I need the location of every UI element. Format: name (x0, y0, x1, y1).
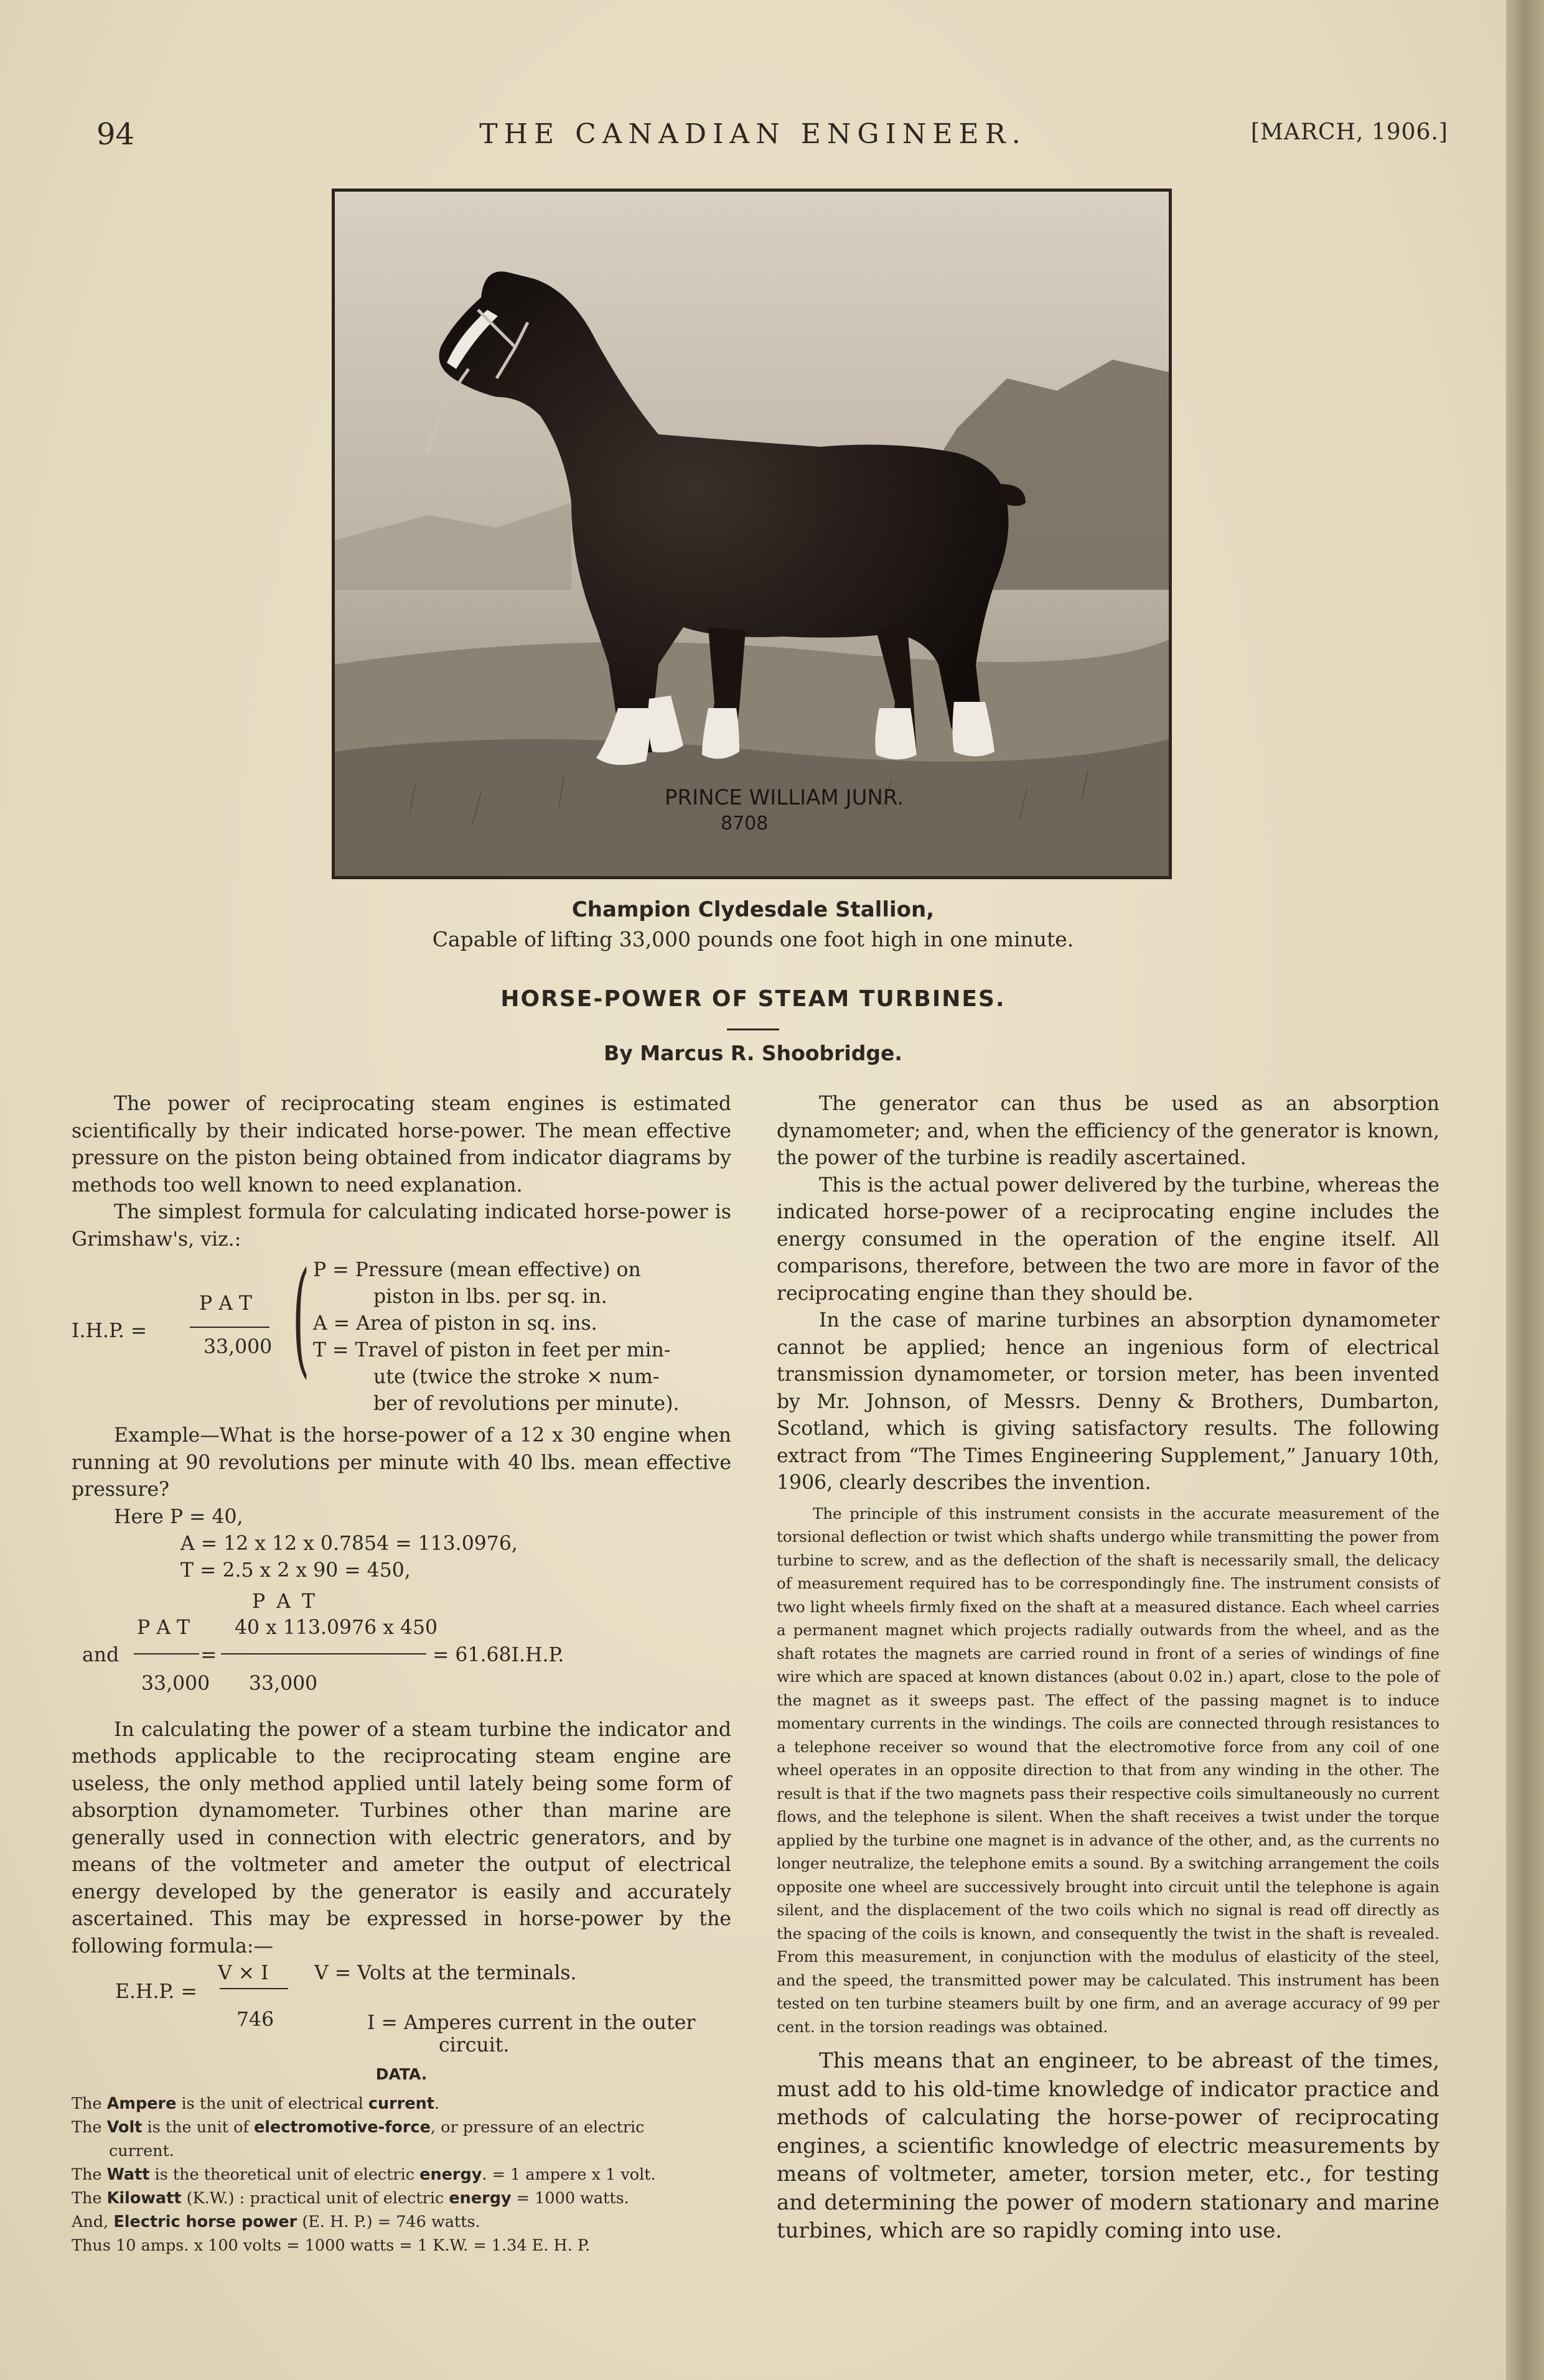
data-line (72, 2139, 731, 2163)
closing-section (777, 2047, 1439, 2246)
issue-date: [MARCH, 1906.] (1251, 119, 1448, 145)
marine-turbines-paragraph: In the case of marine turbines an absorption dynamometer cannot be applied; hence an ingenious form of electrical transmission dynamometer, or torsion meter, has been invented by Mr. Johnson, of Messrs. Denny & Brothers, Dumbarton, Scotland, which is giving satisfactory results. The following extract from “The Times Engineering Supplement,” January 10th, 1906, clearly describes the invention. (777, 1309, 1439, 1494)
book-spine-edge (1506, 0, 1544, 2380)
extract-paragraph: The principle of this instrument consists in the accurate measurement of the torsional deflection or twist which shafts undergo while transmitting the power from turbine to screw, and as the deflection of the shaft is necessarily small, the delicacy of measurement required has to be correspondingly fine. The instrument consists of two light wheels firmly fixed on the shaft at a measured distance. Each wheel carries a permanent magnet which projects radially outwards from the wheel, and as the shaft rotates the magnets are carried round in front of a series of windings of fine wire which are spaced at known distances (about 0.02 in.) apart, close to the pole of the magnet as it sweeps past. The effect of the passing magnet is to induce momentary currents in the windings. The coils are connected through resistances to a telephone receiver so wound that the electromotive force from any coil of one wheel operates in an opposite direction to that from any winding in the other. The result is that if the two magnets pass their respective coils simultaneously no current flows, and the telephone is silent. When the shaft receives a twist under the torque applied by the turbine one magnet is in advance of the other, and, as the currents no longer neutralize, the telephone emits a sound. By a switching arrangement the coils opposite one wheel are successively brought into circuit until the telephone is again silent, and the displacement of the two coils which no signal is read off directly as the spacing of the coils is known, and consequently the twist in the shaft is revealed. From this measurement, in conjunction with the modulus of elasticity of the steel, and the speed, the transmitted power may be calculated. This instrument has been tested on ten turbine steamers built by one firm, and an average accuracy of 99 per cent. in the torsion readings was obtained. (777, 1504, 1439, 2036)
calc-den-left: 33,000 (141, 1672, 210, 1695)
calc-result: = 61.68I.H.P. (433, 1643, 564, 1666)
data-line (72, 2163, 731, 2186)
data-line (72, 2210, 731, 2234)
def-travel: T = Travel of piston in feet per min- (313, 1339, 671, 1361)
data-term: Ampere (106, 2094, 177, 2113)
article-title: HORSE-POWER OF STEAM TURBINES. (500, 986, 1006, 1012)
def-travel-cont2: ber of revolutions per minute). (373, 1393, 680, 1415)
def-pressure: P = Pressure (mean effective) on (313, 1259, 641, 1281)
data-definitions (72, 2092, 731, 2257)
photo-inscription-name: PRINCE WILLIAM JUNR. (665, 785, 904, 810)
ihp-numerator: P A T (199, 1292, 252, 1315)
calc-pat-labels: P A T (252, 1590, 317, 1613)
def-volts: V = Volts at the terminals. (314, 1962, 577, 1984)
calc-pressure: Here P = 40, (114, 1505, 243, 1528)
data-text: The (72, 2117, 107, 2137)
data-text: current. (109, 2141, 174, 2160)
left-column (72, 1091, 731, 2257)
clydesdale-stallion-image (335, 192, 1169, 876)
article-byline: By Marcus R. Shoobridge. (604, 1041, 902, 1065)
turbine-paragraph: In calculating the power of a steam turbine the indicator and methods applicable to the reciprocating steam engine are useless, the only method applied until lately being some form of absorption dynamometer. Turbines other than marine are generally used in connection with electric generators, and by means of the voltmeter and ameter the output of electrical energy developed by the generator is easily and accurately ascertained. This may be expressed in horse-power by the following formula:— (72, 1718, 731, 1958)
ihp-fraction-bar (190, 1327, 269, 1328)
ehp-numerator: V × I (218, 1962, 269, 1984)
journal-title: THE CANADIAN ENGINEER. (479, 118, 1027, 150)
data-text: Thus 10 amps. x 100 volts = 1000 watts = 1 K.W. = 1.34 E. H. P. (72, 2236, 591, 2255)
data-text: (E. H. P.) = 746 watts. (297, 2212, 480, 2231)
calc-travel: T = 2.5 x 2 x 90 = 450, (180, 1559, 411, 1582)
calc-den-right: 33,000 (249, 1672, 318, 1695)
times-extract (777, 1502, 1439, 2039)
data-term: Volt (106, 2117, 143, 2137)
right-column (777, 1091, 1439, 2246)
photo-caption-subtitle: Capable of lifting 33,000 pounds one foot high in one minute. (432, 927, 1074, 951)
calc-and: and (82, 1643, 119, 1666)
photo-caption-title: Champion Clydesdale Stallion, (571, 897, 935, 922)
def-area: A = Area of piston in sq. ins. (313, 1312, 597, 1335)
data-text: . = 1 ampere x 1 volt. (482, 2165, 656, 2184)
data-text: is the unit of electrical (176, 2094, 368, 2113)
data-text: The (72, 2094, 107, 2113)
ihp-lhs: I.H.P. = (72, 1320, 147, 1342)
data-text: = 1000 watts. (511, 2188, 629, 2208)
definitions-brace: ( (292, 1246, 310, 1391)
data-heading: DATA. (375, 2065, 428, 2083)
data-term: Electric horse power (113, 2212, 297, 2231)
data-line (72, 2092, 731, 2116)
data-text: The (72, 2188, 107, 2208)
photo-inscription-number: 8708 (721, 813, 769, 834)
ehp-lhs: E.H.P. = (115, 1981, 197, 2003)
data-line (72, 2116, 731, 2139)
data-term: Kilowatt (106, 2188, 182, 2208)
def-amperes: I = Amperes current in the outer (367, 2012, 696, 2034)
closing-paragraph: This means that an engineer, to be abreast of the times, must add to his old-time knowledge of indicator practice and methods of calculating the horse-power of reciprocating engines, a scientific knowledge of electric measurements by means of voltmeter, ameter, torsion meter, etc., for testing and determining the power of modern stationary and marine turbines, which are so rapidly coming into use. (777, 2048, 1439, 2243)
data-text: is the theoretical unit of electric (149, 2165, 420, 2184)
calc-bar-left (134, 1653, 199, 1654)
ehp-formula (72, 1960, 731, 2056)
ihp-denominator: 33,000 (204, 1336, 273, 1358)
data-term: electromotive-force (254, 2117, 431, 2137)
data-text: , or pressure of an electric (430, 2117, 645, 2137)
title-rule (727, 1029, 779, 1030)
data-line (72, 2186, 731, 2210)
data-text: And, (72, 2212, 114, 2231)
data-term: current (368, 2094, 434, 2113)
ehp-denominator: 746 (236, 2009, 274, 2031)
example-paragraph: Example—What is the horse-power of a 12 x 30 engine when running at 90 revolutions per minute with 40 lbs. mean effective pressure? (72, 1424, 731, 1501)
calc-pat-left: P A T (137, 1616, 190, 1639)
data-text: is the unit of (142, 2117, 255, 2137)
data-text: . (434, 2094, 440, 2113)
data-term: energy (449, 2188, 512, 2208)
data-text: The (72, 2165, 107, 2184)
data-line (72, 2234, 731, 2257)
ehp-fraction-bar (220, 1988, 288, 1989)
calc-values: 40 x 113.0976 x 450 (235, 1616, 438, 1639)
example-calculation: Here P = 40, A = 12 x 12 x 0.7854 = 113.0976, T = 2.5 x 2 x 90 = 450, P A T P A T 40 x 113.0976 x 450 and = = 61.68I.H.P. 33,000 33,000 (72, 1504, 731, 1717)
def-amperes-cont: circuit. (439, 2034, 510, 2056)
data-term: Watt (106, 2165, 150, 2184)
actual-power-paragraph: This is the actual power delivered by the turbine, whereas the indicated horse-power of a reciprocating engine includes the energy consumed in the operation of the engine itself. All comparisons, therefore, between the two are more in favor of the reciprocating engine than they should be. (777, 1174, 1439, 1305)
calc-area: A = 12 x 12 x 0.7854 = 113.0976, (180, 1532, 518, 1555)
def-travel-cont: ute (twice the stroke × num- (373, 1366, 660, 1388)
grimshaw-paragraph: The simplest formula for calculating indicated horse-power is Grimshaw's, viz.: (72, 1201, 731, 1251)
def-pressure-cont: piston in lbs. per sq. in. (373, 1286, 607, 1308)
generator-paragraph: The generator can thus be used as an absorption dynamometer; and, when the efficiency of the generator is known, the power of the turbine is readily ascertained. (777, 1093, 1439, 1169)
page-number: 94 (96, 117, 135, 152)
ihp-formula (72, 1246, 731, 1416)
calc-bar-right (221, 1653, 426, 1654)
intro-paragraph: The power of reciprocating steam engines is estimated scientifically by their indicated horse-power. The mean effective pressure on the piston being obtained from indicator diagrams by methods too well known to need explanation. (72, 1093, 731, 1197)
horse-photograph (332, 189, 1172, 879)
data-text: (K.W.) : practical unit of electric (181, 2188, 449, 2208)
data-term: energy (419, 2165, 482, 2184)
page-header (0, 117, 1506, 161)
